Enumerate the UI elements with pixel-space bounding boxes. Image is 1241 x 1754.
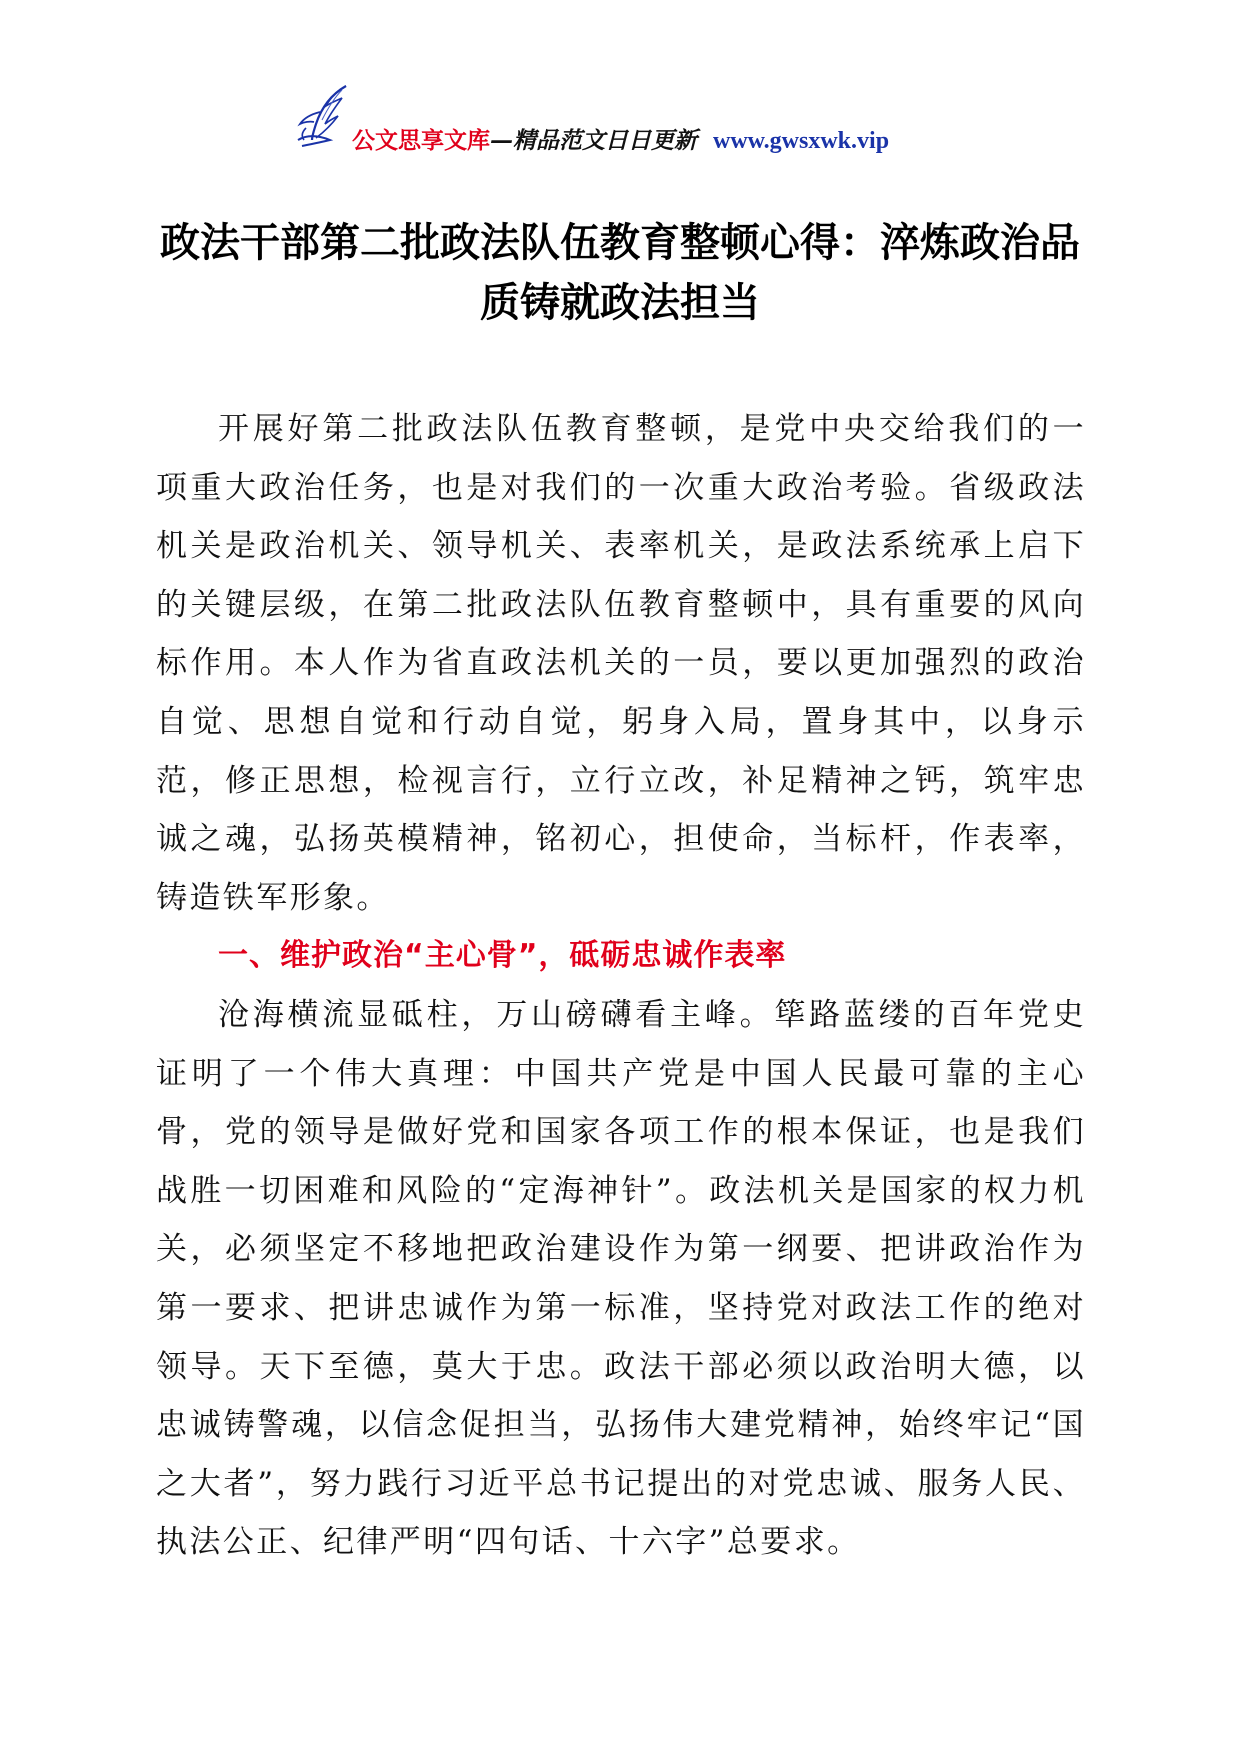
intro-paragraph: 开展好第二批政法队伍教育整顿，是党中央交给我们的一项重大政治任务，也是对我们的一次重大政治考验。省级政法机关是政治机关、领导机关、表率机关，是政法系统承上启下的关键层级，在第二批政法队伍教育整顿中，具有重要的风向标作用。本人作为省直政法机关的一员，要以更加强烈的政治自觉、思想自觉和行动自觉，躬身入局，置身其中，以身示范，修正思想，检视言行，立行立改，补足精神之钙，筑牢忠诚之魂，弘扬英模精神，铭初心，担使命，当标杆，作表率，铸造铁军形象。 bbox=[156, 411, 1086, 916]
site-url[interactable]: www.gwsxwk.vip bbox=[713, 128, 890, 154]
document-title: 政法干部第二批政法队伍教育整顿心得：淬炼政治品质铸就政法担当 bbox=[160, 220, 1080, 326]
page-header bbox=[0, 84, 1241, 164]
quill-pen-icon bbox=[292, 84, 354, 150]
section-heading: 一、维护政治“主心骨”，砥砺忠诚作表率 bbox=[218, 938, 787, 974]
header-line bbox=[352, 126, 889, 156]
site-brand: 公文思享文库 bbox=[352, 128, 490, 154]
site-slogan: —精品范文日日更新 bbox=[490, 127, 697, 154]
document-body bbox=[156, 400, 1086, 1572]
section-paragraph: 沧海横流显砥柱，万山磅礴看主峰。筚路蓝缕的百年党史证明了一个伟大真理：中国共产党是中国人民最可靠的主心骨，党的领导是做好党和国家各项工作的根本保证，也是我们战胜一切困难和风险的“定海神针”。政法机关是国家的权力机关，必须坚定不移地把政治建设作为第一纲要、把讲政治作为第一要求、把讲忠诚作为第一标准，坚持党对政法工作的绝对领导。天下至德，莫大于忠。政法干部必须以政治明大德，以忠诚铸警魂，以信念促担当，弘扬伟大建党精神，始终牢记“国之大者”，努力践行习近平总书记提出的对党忠诚、服务人民、执法公正、纪律严明“四句话、十六字”总要求。 bbox=[156, 996, 1086, 1561]
